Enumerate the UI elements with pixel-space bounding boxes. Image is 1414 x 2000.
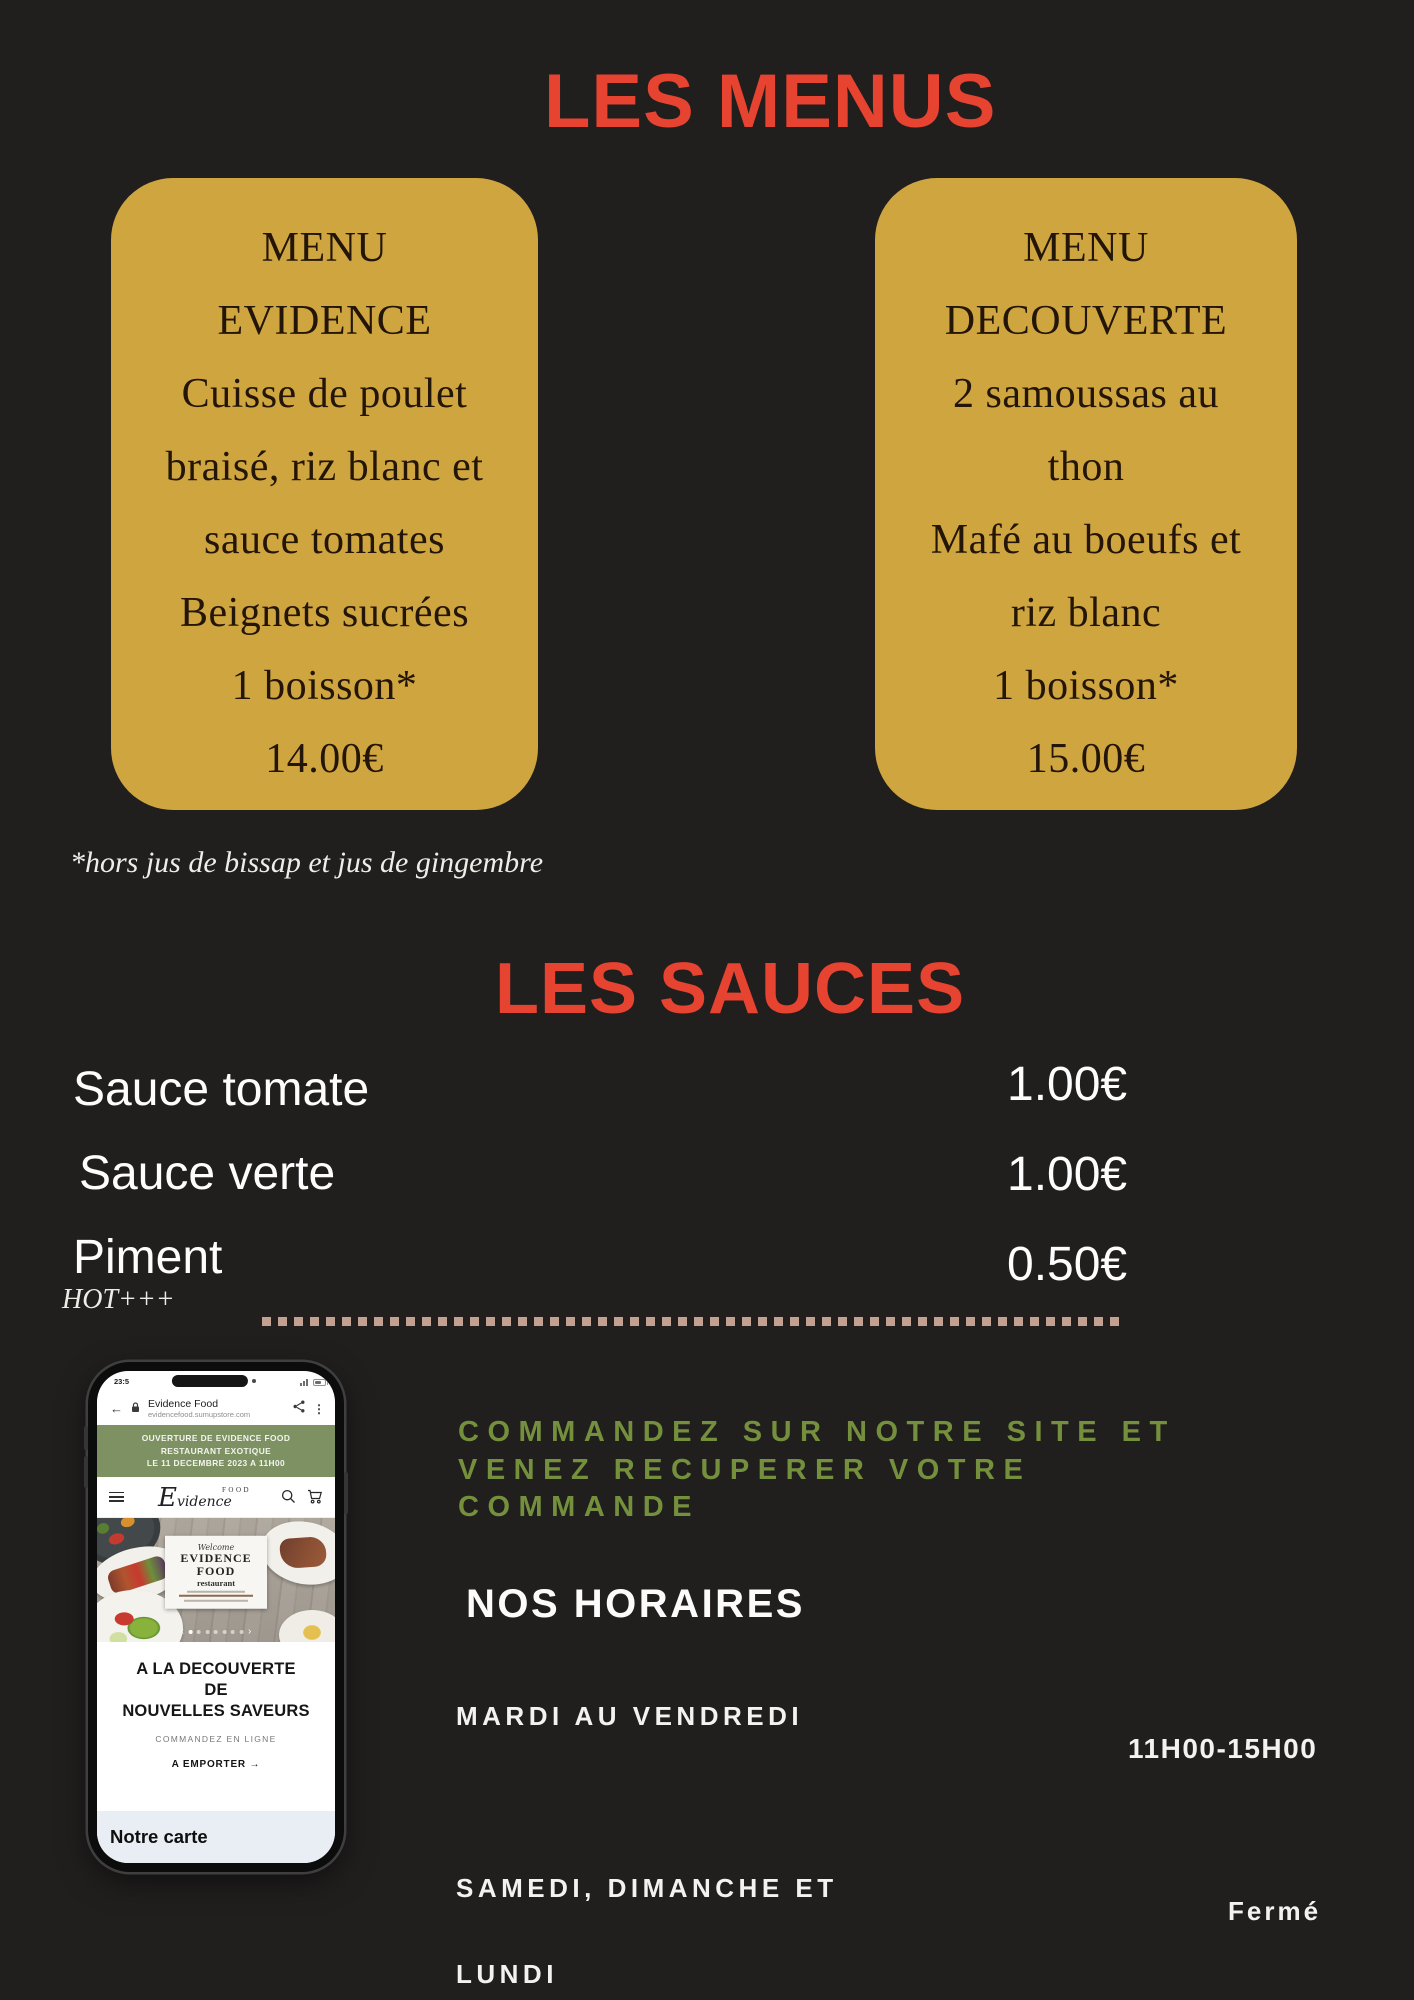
- headline-line: DE: [204, 1680, 228, 1699]
- notre-carte-section: [97, 1811, 335, 1863]
- piment-hot-note: HOT+++: [62, 1284, 175, 1315]
- carousel-dot: [206, 1630, 210, 1634]
- shop-nav-bar: [97, 1477, 335, 1518]
- schedule-days: LUNDI: [456, 1959, 558, 1989]
- phone-status-bar: [97, 1371, 335, 1392]
- schedule-days: SAMEDI, DIMANCHE ET: [456, 1873, 838, 1903]
- hero-smalltext-bar: [187, 1591, 245, 1593]
- search-icon: [281, 1489, 296, 1504]
- phone-volume-button: [84, 1456, 88, 1488]
- signal-icon: [300, 1379, 308, 1386]
- battery-icon: [313, 1379, 326, 1386]
- browser-toolbar: [97, 1392, 335, 1425]
- hero-smalltext-bar: [179, 1595, 253, 1597]
- dotted-divider: [262, 1317, 1120, 1326]
- order-message-line: COMMANDEZ SUR NOTRE SITE ET: [458, 1416, 1176, 1448]
- food-photo-lemon-bowl: [279, 1610, 335, 1642]
- phone-mockup: [88, 1362, 344, 1872]
- logo-script-text: Evidence: [158, 1482, 232, 1513]
- order-message-line: COMMANDE: [458, 1491, 700, 1523]
- site-url: evidencefood.sumupstore.com: [148, 1410, 251, 1420]
- card-dish-line: sauce tomates: [204, 517, 445, 563]
- notch: [172, 1375, 248, 1387]
- sauce-item-price: 1.00€: [1007, 1148, 1128, 1201]
- hero-welcome-card: [165, 1536, 267, 1609]
- lock-icon: [131, 1400, 140, 1418]
- cart-icon: [307, 1489, 323, 1504]
- opening-banner: [97, 1425, 335, 1477]
- banner-line: RESTAURANT EXOTIQUE: [160, 1445, 272, 1456]
- status-time: 23:5: [114, 1377, 130, 1386]
- carousel-dot: [214, 1630, 218, 1634]
- card-drink-line: 1 boisson*: [231, 663, 418, 709]
- card-title-line: MENU: [1023, 225, 1149, 271]
- sauces-section-title: LES SAUCES: [495, 949, 966, 1029]
- card-dish-line: thon: [1047, 444, 1125, 490]
- carousel-dot: [223, 1630, 227, 1634]
- schedule-days: MARDI AU VENDREDI: [456, 1701, 804, 1731]
- share-icon: [293, 1400, 305, 1418]
- sauce-item-price: 0.50€: [1007, 1238, 1128, 1291]
- site-name: Evidence Food: [148, 1397, 219, 1410]
- hamburger-icon: [109, 1489, 124, 1505]
- hero-carousel: [97, 1518, 335, 1642]
- carousel-dot: [231, 1630, 235, 1634]
- hero-title: FOOD: [196, 1564, 236, 1579]
- order-message-line: VENEZ RECUPERER VOTRE: [458, 1453, 1032, 1486]
- chevron-left-icon: ‹: [180, 1625, 184, 1637]
- order-online-label: COMMANDEZ EN LIGNE: [155, 1733, 277, 1744]
- drinks-footnote: *hors jus de bissap et jus de gingembre: [70, 846, 544, 879]
- evidence-logo: [124, 1477, 270, 1517]
- menus-section-title: LES MENUS: [544, 59, 997, 144]
- carousel-dot: [189, 1630, 193, 1634]
- schedule-hours: Fermé: [1228, 1896, 1322, 1926]
- phone-volume-button: [84, 1426, 88, 1450]
- welcome-script: Welcome: [197, 1543, 235, 1553]
- card-price: 15.00€: [1026, 736, 1146, 782]
- card-title-line: EVIDENCE: [217, 298, 432, 344]
- schedule-hours: 11H00-15H00: [1128, 1733, 1318, 1764]
- card-title-line: DECOUVERTE: [944, 298, 1228, 344]
- card-price: 14.00€: [265, 736, 384, 782]
- address-bar: [148, 1398, 285, 1420]
- shop-headline-section: [97, 1642, 335, 1811]
- card-dish-line: braisé, riz blanc et: [165, 444, 484, 490]
- hero-smalltext-bar: [184, 1600, 248, 1602]
- camera-dot: [252, 1379, 256, 1383]
- sauce-item-label: Piment: [73, 1231, 223, 1284]
- phone-screen: [97, 1371, 335, 1863]
- card-dish-line: Mafé au boeufs et: [930, 517, 1242, 563]
- carousel-dots: [181, 1627, 252, 1637]
- back-arrow-icon: ←: [110, 1401, 123, 1416]
- card-dish-line: Beignets sucrées: [179, 590, 470, 636]
- banner-line: OUVERTURE DE EVIDENCE FOOD: [141, 1433, 291, 1443]
- hours-section-title: NOS HORAIRES: [466, 1582, 805, 1626]
- card-drink-line: 1 boisson*: [993, 663, 1179, 709]
- notre-carte-heading: Notre carte: [110, 1825, 208, 1847]
- hero-subtitle: restaurant: [196, 1578, 236, 1589]
- headline-line: A LA DECOUVERTE: [136, 1659, 296, 1678]
- logo-food-text: FOOD: [222, 1485, 252, 1494]
- menu-decouverte-card: [875, 178, 1297, 810]
- sauce-item-price: 1.00€: [1007, 1058, 1128, 1111]
- sauce-item-label: Sauce tomate: [73, 1063, 370, 1116]
- carousel-dot: [240, 1630, 244, 1634]
- card-dish-line: 2 samoussas au: [953, 371, 1219, 417]
- food-photo-steak-plate: [256, 1518, 335, 1592]
- takeaway-link: A EMPORTER →: [171, 1758, 261, 1770]
- kebab-menu-icon: ⋮: [313, 1401, 325, 1416]
- headline-line: NOUVELLES SAVEURS: [122, 1701, 310, 1720]
- carousel-dot: [197, 1630, 201, 1634]
- phone-power-button: [344, 1472, 348, 1514]
- hero-title: EVIDENCE: [180, 1551, 252, 1566]
- menu-evidence-card: [111, 178, 538, 810]
- card-title-line: MENU: [261, 225, 388, 271]
- card-dish-line: Cuisse de poulet: [181, 371, 468, 417]
- order-message: [458, 1414, 1176, 1527]
- card-dish-line: riz blanc: [1010, 590, 1162, 636]
- banner-line: LE 11 DECEMBRE 2023 A 11H00: [146, 1458, 286, 1469]
- sauce-item-label: Sauce verte: [79, 1147, 336, 1200]
- chevron-right-icon: ›: [248, 1625, 252, 1637]
